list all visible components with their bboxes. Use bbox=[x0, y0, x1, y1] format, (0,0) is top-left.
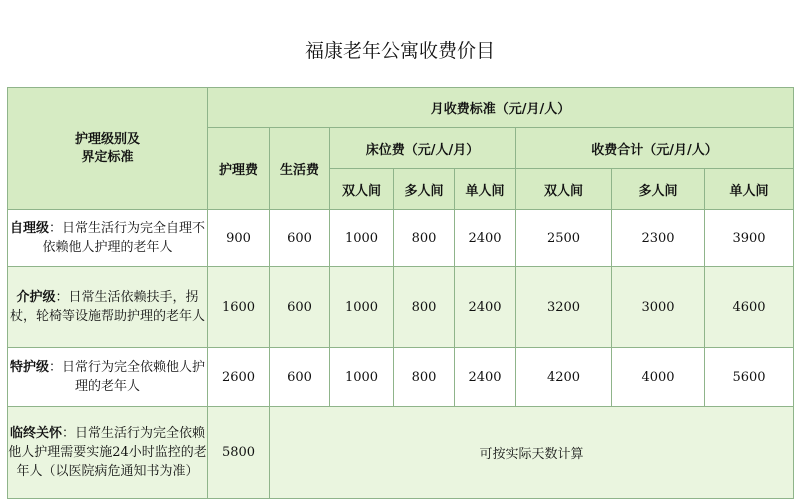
bed-double-cell: 1000 bbox=[330, 210, 394, 267]
bed-single-cell: 2400 bbox=[455, 348, 516, 407]
table-row bbox=[8, 210, 794, 267]
bed-multi-cell: 800 bbox=[394, 348, 455, 407]
living-fee-header: 生活费 bbox=[270, 128, 330, 210]
nursing-cell: 2600 bbox=[208, 348, 270, 407]
total-multi-cell: 2300 bbox=[612, 210, 705, 267]
bed-multi-cell: 800 bbox=[394, 210, 455, 267]
nursing-cell: 1600 bbox=[208, 267, 270, 348]
living-cell: 600 bbox=[270, 348, 330, 407]
monthly-standard-header: 月收费标准（元/月/人） bbox=[208, 88, 794, 128]
bed-double-cell: 1000 bbox=[330, 348, 394, 407]
bed-multi-header: 多人间 bbox=[394, 169, 455, 210]
total-multi-cell: 4000 bbox=[612, 348, 705, 407]
level-header-line1: 护理级别及 bbox=[74, 131, 140, 147]
total-multi-cell: 3000 bbox=[612, 267, 705, 348]
total-fee-header: 收费合计（元/月/人） bbox=[516, 128, 794, 169]
total-multi-header: 多人间 bbox=[612, 169, 705, 210]
bed-fee-header: 床位费（元/人/月） bbox=[330, 128, 516, 169]
level-name: 临终关怀 bbox=[9, 426, 62, 441]
level-cell bbox=[8, 348, 208, 407]
table-row bbox=[8, 407, 794, 499]
level-desc: ：日常生活依赖扶手，拐杖，轮椅等设施帮助护理的老年人 bbox=[9, 290, 205, 324]
table-row bbox=[8, 267, 794, 348]
level-cell bbox=[8, 267, 208, 348]
table-row bbox=[8, 348, 794, 407]
level-name: 介护级 bbox=[16, 290, 56, 305]
bed-single-header: 单人间 bbox=[455, 169, 516, 210]
daily-billing-note: 可按实际天数计算 bbox=[270, 407, 794, 499]
nursing-cell: 5800 bbox=[208, 407, 270, 499]
level-name: 特护级 bbox=[9, 360, 49, 375]
bed-double-header: 双人间 bbox=[330, 169, 394, 210]
total-double-header: 双人间 bbox=[516, 169, 612, 210]
fee-table bbox=[7, 87, 794, 499]
level-desc: ：日常生活行为完全依赖他人护理需要实施24小时监控的老年人（以医院病危通知书为准） bbox=[8, 426, 207, 479]
level-name: 自理级 bbox=[9, 221, 49, 236]
total-single-cell: 5600 bbox=[705, 348, 794, 407]
living-cell: 600 bbox=[270, 267, 330, 348]
bed-double-cell: 1000 bbox=[330, 267, 394, 348]
total-double-cell: 4200 bbox=[516, 348, 612, 407]
level-cell bbox=[8, 210, 208, 267]
level-cell bbox=[8, 407, 208, 499]
total-single-cell: 3900 bbox=[705, 210, 794, 267]
total-single-header: 单人间 bbox=[705, 169, 794, 210]
nursing-fee-header: 护理费 bbox=[208, 128, 270, 210]
living-cell: 600 bbox=[270, 210, 330, 267]
total-double-cell: 3200 bbox=[516, 267, 612, 348]
total-single-cell: 4600 bbox=[705, 267, 794, 348]
level-header bbox=[8, 88, 208, 210]
level-header-line2: 界定标准 bbox=[81, 149, 134, 165]
total-double-cell: 2500 bbox=[516, 210, 612, 267]
level-desc: ：日常行为完全依赖他人护理的老年人 bbox=[49, 360, 206, 394]
level-desc: ：日常生活行为完全自理不依赖他人护理的老年人 bbox=[42, 221, 206, 255]
bed-single-cell: 2400 bbox=[455, 267, 516, 348]
page-title: 福康老年公寓收费价目 bbox=[304, 40, 495, 62]
bed-multi-cell: 800 bbox=[394, 267, 455, 348]
nursing-cell: 900 bbox=[208, 210, 270, 267]
bed-single-cell: 2400 bbox=[455, 210, 516, 267]
